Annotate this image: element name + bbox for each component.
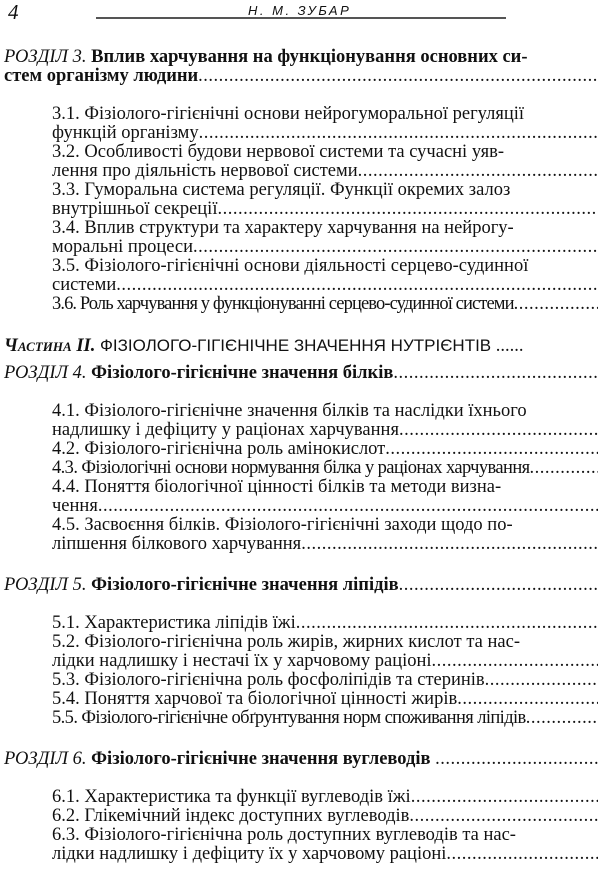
section-3-title-line1: Вплив харчування на функціонування основних си-: [91, 47, 528, 67]
dot-leader: [116, 276, 598, 295]
toc-item-text: 4.5. Засвоєння білків. Фізіолого-гігієнічні заходи щодо по-: [52, 515, 513, 535]
toc-item-4-3: [52, 459, 598, 478]
toc-item-text: лення про діяльність нервової системи: [52, 161, 358, 181]
toc-item-6-2: [52, 807, 598, 826]
toc-item-3-3: [52, 181, 598, 219]
dot-leader: [385, 440, 598, 459]
table-of-contents: [4, 48, 598, 864]
dot-leader: [411, 788, 598, 807]
toc-item-text: моральні процеси: [52, 237, 193, 257]
toc-item-text: 5.5. Фізіолого-гігієнічне обґрунтування норм споживання ліпідів: [52, 708, 526, 728]
dot-leader: [296, 614, 598, 633]
dot-leader: [446, 845, 598, 864]
toc-item-6-3: [52, 826, 598, 864]
dot-leader: [358, 162, 598, 181]
toc-item-text: 3.3. Гуморальна система регуляції. Функції окремих залоз: [52, 180, 511, 200]
toc-item-text: 6.1. Характеристика та функції вуглеводів їжі: [52, 787, 411, 807]
toc-item-text: 6.3. Фізіолого-гігієнічна роль доступних вуглеводів та нас-: [52, 825, 516, 845]
dot-leader: [530, 459, 598, 478]
toc-item-text: 3.6. Роль харчування у функціонуванні серцево-судинної системи: [52, 294, 514, 314]
toc-item-text: 4.4. Поняття біологічної цінності білків та методи визна-: [52, 477, 502, 497]
toc-item-4-1: [52, 402, 598, 440]
toc-item-text: 5.1. Характеристика ліпідів їжі: [52, 613, 296, 633]
toc-item-3-4: [52, 219, 598, 257]
toc-item-3-5: [52, 257, 598, 295]
toc-item-text: 5.3. Фізіолого-гігієнічна роль фосфоліпідів та стеринів: [52, 670, 485, 690]
dot-leader: [198, 67, 598, 86]
toc-item-text: 4.1. Фізіолого-гігієнічне значення білків та наслідки їхнього: [52, 401, 527, 421]
toc-item-text: надлишку і дефіциту у раціонах харчування: [52, 420, 399, 440]
toc-item-text: 3.4. Вплив структури та характеру харчування на нейрогу-: [52, 218, 514, 238]
section-4-heading: [4, 364, 598, 383]
section-6-title: Фізіолого-гігієнічне значення вуглеводів: [91, 749, 431, 769]
toc-item-text: системи: [52, 275, 117, 295]
part-2-label: Частина II.: [4, 336, 96, 356]
toc-item-text: функцій організму: [52, 123, 199, 143]
dot-leader: [399, 576, 598, 595]
page-number: 4: [8, 0, 19, 24]
toc-item-text: 4.2. Фізіолого-гігієнічна роль амінокислот: [52, 439, 386, 459]
toc-item-text: 5.2. Фізіолого-гігієнічна роль жирів, жирних кислот та нас-: [52, 632, 520, 652]
running-head-author: Н. М. ЗУБАР: [248, 3, 352, 18]
section-3-prefix: РОЗДІЛ 3.: [4, 47, 87, 67]
toc-item-4-5: [52, 516, 598, 554]
section-4-prefix: РОЗДІЛ 4.: [4, 363, 87, 383]
toc-item-text: 4.3. Фізіологічні основи нормування білка у раціонах харчування: [52, 458, 530, 478]
part-2-title: ФІЗІОЛОГО-ГІГІЄНІЧНЕ ЗНАЧЕННЯ НУТРІЄНТІВ: [99, 336, 492, 355]
section-6-heading: [4, 750, 598, 769]
dot-leader: [193, 238, 598, 257]
toc-item-4-2: [52, 440, 598, 459]
toc-item-3-6: [52, 295, 598, 314]
dot-leader: ......: [495, 336, 524, 356]
toc-item-3-2: [52, 143, 598, 181]
section-5-prefix: РОЗДІЛ 5.: [4, 575, 87, 595]
dot-leader: [457, 690, 598, 709]
toc-item-4-4: [52, 478, 598, 516]
dot-leader: [217, 200, 598, 219]
dot-leader: [526, 709, 598, 728]
toc-item-5-1: [52, 614, 598, 633]
dot-leader: [435, 750, 598, 769]
toc-item-text: 5.4. Поняття харчової та біологічної цінності жирів: [52, 689, 458, 709]
toc-item-text: 6.2. Глікемічний індекс доступних вуглеводів: [52, 806, 410, 826]
toc-item-5-4: [52, 690, 598, 709]
section-6-prefix: РОЗДІЛ 6.: [4, 749, 87, 769]
toc-item-text: ліпшення білкового харчування: [52, 534, 302, 554]
toc-item-text: лідки надлишку і дефіциту їх у харчовому раціоні: [52, 844, 447, 864]
section-5-heading: [4, 576, 598, 595]
toc-item-3-1: [52, 105, 598, 143]
dot-leader: [301, 535, 598, 554]
part-2-heading: [4, 336, 598, 356]
page-header: [0, 0, 600, 26]
toc-item-5-5: [52, 709, 598, 728]
dot-leader: [199, 124, 598, 143]
toc-item-text: лідки надлишку і нестачі їх у харчовому раціоні: [52, 651, 432, 671]
dot-leader: [393, 364, 598, 383]
dot-leader: [409, 807, 598, 826]
toc-item-6-1: [52, 788, 598, 807]
dot-leader: [514, 295, 598, 314]
dot-leader: [485, 671, 598, 690]
section-5-title: Фізіолого-гігієнічне значення ліпідів: [91, 575, 399, 595]
toc-item-text: 3.2. Особливості будови нервової системи та сучасні уяв-: [52, 142, 505, 162]
header-rule: [96, 17, 506, 19]
toc-item-5-2: [52, 633, 598, 671]
section-3-heading: [4, 48, 598, 86]
toc-item-5-3: [52, 671, 598, 690]
toc-item-text: 3.1. Фізіолого-гігієнічні основи нейрогуморальної регуляції: [52, 104, 525, 124]
dot-leader: [399, 421, 598, 440]
dot-leader: [432, 652, 598, 671]
toc-item-text: внутрішньої секреції: [52, 199, 218, 219]
section-3-title-line2: стем організму людини: [4, 66, 199, 86]
toc-item-text: чення: [52, 496, 98, 516]
section-4-title: Фізіолого-гігієнічне значення білків: [91, 363, 394, 383]
toc-item-text: 3.5. Фізіолого-гігієнічні основи діяльності серцево-судинної: [52, 256, 529, 276]
dot-leader: [98, 497, 598, 516]
